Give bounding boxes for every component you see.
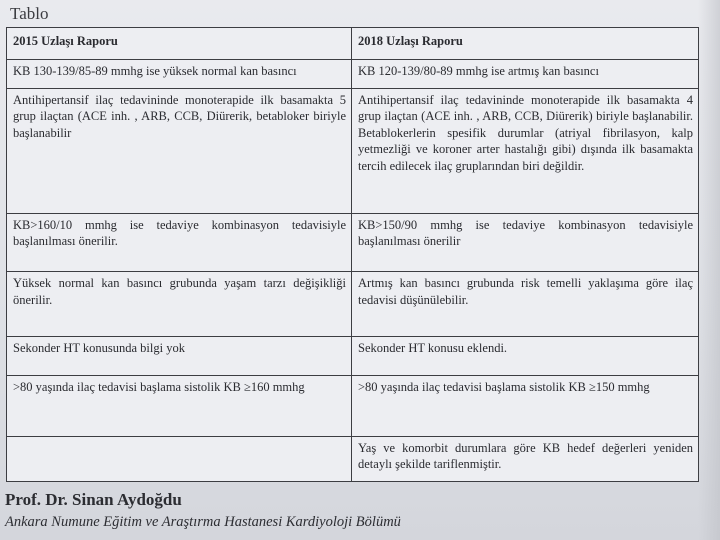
header-2015: 2015 Uzlaşı Raporu xyxy=(7,28,352,60)
table-row xyxy=(7,337,699,376)
comparison-table xyxy=(6,27,699,482)
table-header-row xyxy=(7,28,699,60)
cell-2015: Sekonder HT konusunda bilgi yok xyxy=(7,337,352,376)
table-row xyxy=(7,272,699,337)
author-department: Ankara Numune Eğitim ve Araştırma Hastanesi Kardiyoloji Bölümü xyxy=(5,514,401,530)
table-row xyxy=(7,60,699,88)
cell-2015: KB 130-139/85-89 mmhg ise yüksek normal kan basıncı xyxy=(7,60,352,88)
table-row xyxy=(7,436,699,481)
table-row xyxy=(7,213,699,271)
table-row xyxy=(7,88,699,213)
cell-2015 xyxy=(7,436,352,481)
header-2018: 2018 Uzlaşı Raporu xyxy=(352,28,699,60)
page-edge-shadow xyxy=(698,0,720,540)
cell-2015: KB>160/10 mmhg ise tedaviye kombinasyon tedavisiyle başlanılması önerilir. xyxy=(7,213,352,271)
cell-2018: >80 yaşında ilaç tedavisi başlama sistolik KB ≥150 mmhg xyxy=(352,376,699,437)
cell-2018: KB>150/90 mmhg ise tedaviye kombinasyon tedavisiyle başlanılması önerilir xyxy=(352,213,699,271)
author-name: Prof. Dr. Sinan Aydoğdu xyxy=(5,490,182,509)
table-caption: Tablo xyxy=(10,4,49,23)
cell-2015: Yüksek normal kan basıncı grubunda yaşam tarzı değişikliği önerilir. xyxy=(7,272,352,337)
table-row xyxy=(7,376,699,437)
cell-2015: Antihipertansif ilaç tedavininde monoterapide ilk basamakta 5 grup ilaçtan (ACE inh. , ARB, CCB, Diürerik, betabloker biriyle başlanabilir xyxy=(7,88,352,213)
cell-2018: KB 120-139/80-89 mmhg ise artmış kan basıncı xyxy=(352,60,699,88)
cell-2018: Yaş ve komorbit durumlara göre KB hedef değerleri yeniden detaylı şekilde tariflenmiştir. xyxy=(352,436,699,481)
cell-2015: >80 yaşında ilaç tedavisi başlama sistolik KB ≥160 mmhg xyxy=(7,376,352,437)
cell-2018: Artmış kan basıncı grubunda risk temelli yaklaşıma göre ilaç tedavisi düşünülebilir. xyxy=(352,272,699,337)
cell-2018: Sekonder HT konusu eklendi. xyxy=(352,337,699,376)
cell-2018: Antihipertansif ilaç tedavininde monoterapide ilk basamakta 4 grup ilaçtan (ACE inh. , ARB, CCB, Diürerik) biriyle başlanabilir. Betablokerlerin spesifik durumlar (atriyal fibrilasyon, kalp yetmezliği ve koroner arter hastalığı gibi) dışında ilk basamakta tercih edilecek ilaç gruplarından biri değildir. xyxy=(352,88,699,213)
